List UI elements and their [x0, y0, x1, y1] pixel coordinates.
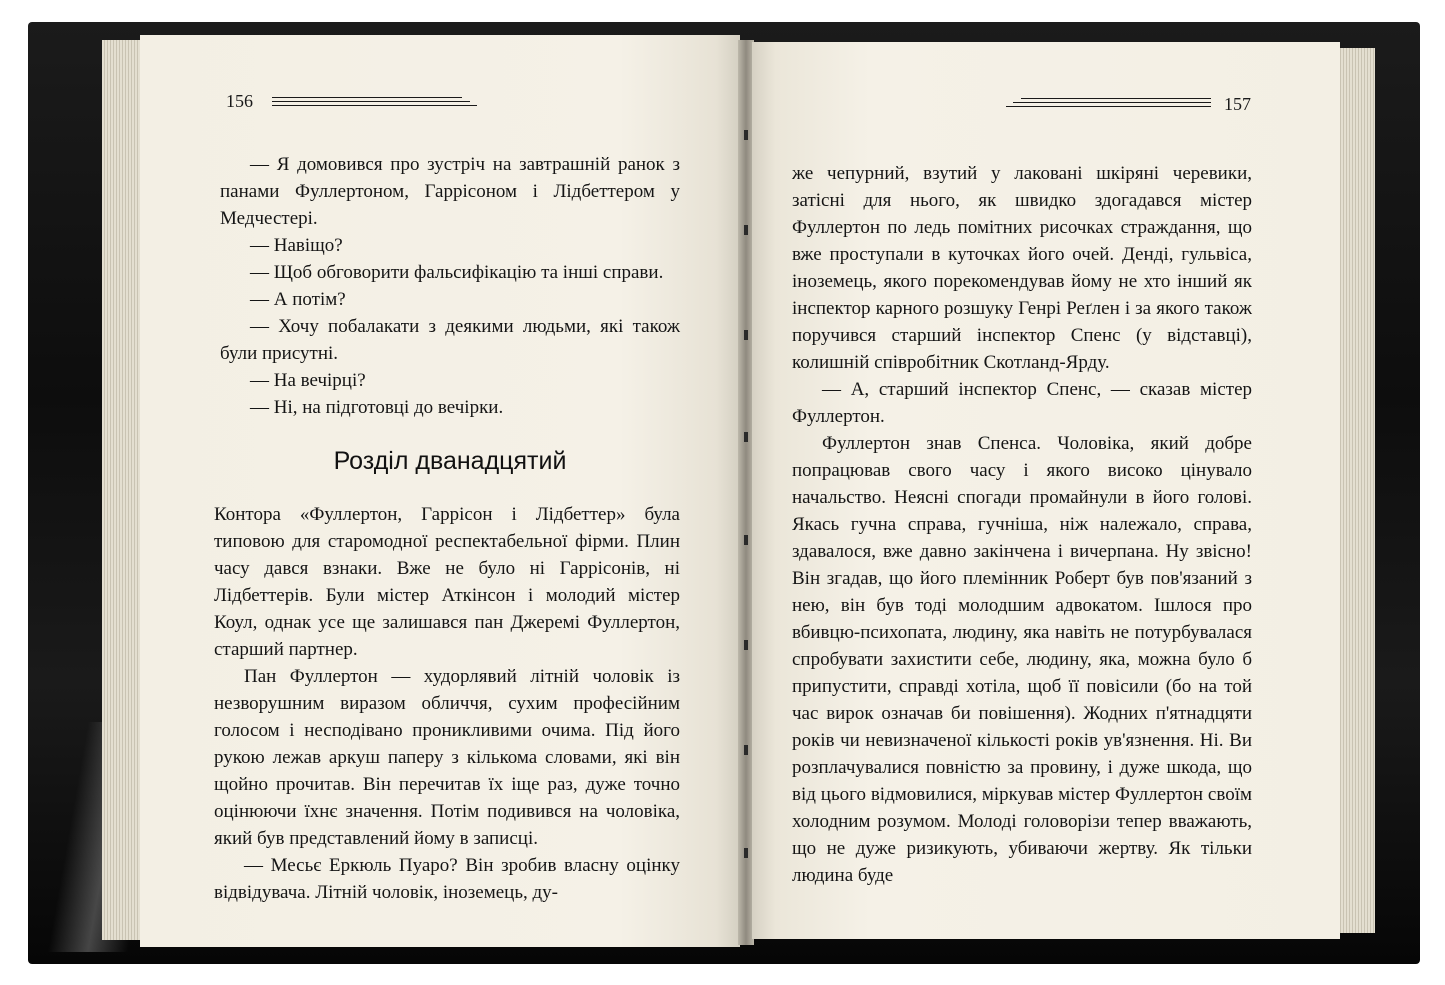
dialogue-line: — На вечірці? [250, 370, 366, 391]
dialogue-block [220, 151, 680, 421]
paragraph: Контора «Фуллертон, Гаррісон і Лідбеттер» була типовою для старомодної респектабельної фірми. Плин часу дався взнаки. Вже не було ні Гаррісонів, ні Лідбеттерів. Були містер Аткінсон і молодий містер Коул, однак усе ще залишався пан Джеремі Фуллертон, старший партнер. [214, 504, 680, 660]
paragraph: — Месьє Еркюль Пуаро? Він зробив власну оцінку відвідувача. Літній чоловік, іноземець, ду- [214, 855, 680, 903]
dialogue-line: — Хочу побалакати з деякими людьми, які також були присутні. [220, 316, 680, 364]
page-number-right: 157 [1224, 94, 1251, 114]
left-page [140, 35, 740, 947]
dialogue-line: — Ні, на підготовці до вечірки. [250, 397, 504, 418]
page-edges-left [102, 40, 142, 940]
header-rule-right [1006, 98, 1211, 110]
paragraph: Фуллертон знав Спенса. Чоловіка, який добре попрацював свого часу і якого високо цінувало начальство. Неясні спогади промайнули в його голові. Якась гучна справа, гучніша, ніж належало, справа, здавалося, вже давно закінчена і вичерпана. Ну звісно! Він згадав, що його племінник Роберт був пов'язаний з нею, він був тоді молодшим адвокатом. Ішлося про вбивцю-психопата, людину, яка навіть не потурбувалася спробувати захистити себе, людину, яка, можна було б припустити, справді хотіла, щоб її повісили (бо на той час вирок означав би повішення). Жодних п'ятнадцяти років чи невизначеної кількості років ув'язнення. Ні. Ви розплачувалися повністю за провину, і дуже шкода, що від цього відмовилися, міркував містер Фуллертон своїм холодним розумом. Молоді головорізи тепер вважають, що не дуже ризикують, убиваючи жертву. Як тільки людина буде [792, 433, 1252, 886]
binding-stitch [744, 130, 748, 140]
binding-stitch [744, 535, 748, 545]
binding-stitch [744, 848, 748, 858]
body-text-left [214, 501, 680, 906]
page-number-left: 156 [226, 91, 253, 111]
dialogue-line: — Я домовився про зустріч на завтрашній ранок з панами Фуллертоном, Гаррісоном і Лідбеттером у Медчестері. [220, 154, 680, 229]
binding-stitch [744, 432, 748, 442]
body-text-right [792, 160, 1252, 889]
page-edges-right [1335, 48, 1375, 933]
paragraph: же чепурний, взутий у лаковані шкіряні черевики, затісні для нього, як швидко здогадався містер Фуллертон по ледь помітних рисочках страждання, що вже проступали в куточках його очей. Денді, гульвіса, іноземець, якого порекомендував йому не хто інший як інспектор карного розшуку Генрі Реґлен і за якого також поручився старший інспектор Спенс (у відставці), колишній співробітник Скотланд-Ярду. [792, 163, 1252, 373]
header-rule-left [272, 97, 477, 109]
binding-stitch [744, 225, 748, 235]
binding-stitch [744, 330, 748, 340]
right-page [752, 42, 1340, 939]
paragraph: Пан Фуллертон — худорлявий літній чоловік із незворушним виразом обличчя, сухим професійним голосом і несподівано проникливими очима. Під його рукою лежав аркуш паперу з кількома словами, які він щойно прочитав. Він перечитав їх іще раз, дуже точно оцінюючи їхнє значення. Потім подивився на чоловіка, який був представлений йому в записці. [214, 666, 680, 849]
dialogue-line: — Навіщо? [250, 235, 343, 256]
chapter-title: Розділ дванадцятий [333, 447, 567, 475]
binding-stitch [744, 640, 748, 650]
binding-stitch [744, 745, 748, 755]
paragraph: — А, старший інспектор Спенс, — сказав містер Фуллертон. [792, 379, 1252, 427]
dialogue-line: — А потім? [250, 289, 346, 310]
dialogue-line: — Щоб обговорити фальсифікацію та інші справи. [250, 262, 664, 283]
